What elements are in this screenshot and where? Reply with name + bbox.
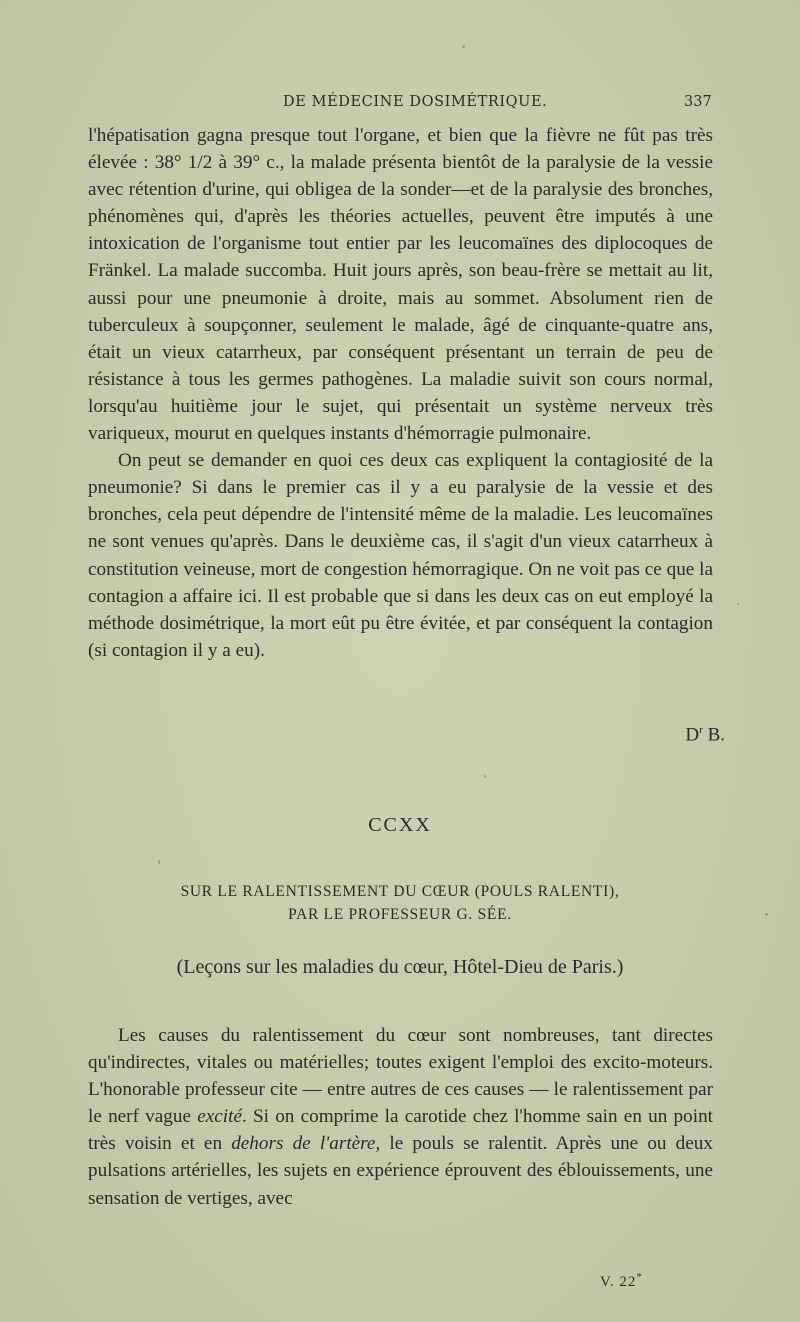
article-title: SUR LE RALENTISSEMENT DU CŒUR (POULS RALENTI), (180, 883, 620, 900)
paper-speck (737, 603, 739, 605)
running-head (0, 94, 800, 116)
signature-name: B. (702, 724, 725, 746)
paper-speck (484, 775, 486, 778)
italic-text: dehors de l'artère, (231, 1133, 381, 1155)
previous-article-text (88, 122, 713, 664)
sheet-star: * (636, 1271, 643, 1283)
signature-prefix: D (685, 724, 700, 746)
paper-speck (462, 45, 465, 48)
paper-speck (158, 860, 160, 864)
chapter-numeral: CCXX (368, 814, 432, 836)
text-run: . Si on comprime la carotide chez l'homme sain en un point très voisin et en (88, 1106, 713, 1155)
author-signature (685, 724, 725, 746)
sheet-signature-mark (600, 1271, 643, 1291)
italic-text: excité (197, 1106, 242, 1128)
paragraph: On peut se demander en quoi ces deux cas expliquent la contagiosité de la pneumonie? Si dans le premier cas il y a eu paralysie de la vessie et des bronches, cela peut dépendre de l'intensité même de la maladie. Les leucomaïnes ne sont venues qu'après. Dans le deuxième cas, il s'agit d'un vieux catarrheux à constitution veineuse, mort de congestion hémorragique. On ne voit pas ce que la contagion a affaire ici. Il est probable que si dans les deux cas on eut employé la méthode dosimétrique, la mort eût pu être évitée, et par conséquent la contagion (si contagion il y a eu). (88, 450, 713, 661)
page-number: 337 (684, 94, 712, 110)
article-body-text (88, 1022, 713, 1212)
paragraph (88, 1022, 713, 1212)
text-run: le pouls se ralentit. Après une ou deux pulsations artérielles, les sujets en expérience éprouvent des éblouissements, une sensation de vertiges, avec (88, 1133, 713, 1209)
paper-speck (765, 913, 768, 916)
article-author: PAR LE PROFESSEUR G. SÉE. (288, 906, 512, 923)
sheet-signature: V. 22 (600, 1274, 637, 1290)
signature-superscript: r (699, 724, 703, 736)
running-title: DE MÉDECINE DOSIMÉTRIQUE. (283, 94, 548, 110)
text-run: Les causes du ralentissement du cœur sont nombreuses, tant directes qu'indirectes, vitales ou matérielles; toutes exigent l'emploi des excito-moteurs. L'honorable professeur cite — entre autres de ces causes — le ralentissement par le nerf vague (88, 1025, 713, 1128)
paragraph: l'hépatisation gagna presque tout l'organe, et bien que la fièvre ne fût pas très élevée : 38° 1/2 à 39° c., la malade présenta bientôt de la paralysie de la vessie avec rétention d'urine, qui obligea de la sonder—et de la paralysie des bronches, phénomènes qui, d'après les théories actuelles, peuvent être imputés à une intoxication de l'organisme tout entier par les leucomaïnes des diplocoques de Fränkel. La malade succomba. Huit jours après, son beau-frère se mettait au lit, aussi pour une pneumonie à droite, mais au sommet. Absolument rien de tuberculeux à soupçonner, seulement le malade, âgé de cinquante-quatre ans, était un vieux catarrheux, par conséquent présentant un terrain de peu de résistance à tous les germes pathogènes. La maladie suivit son cours normal, lorsqu'au huitième jour le sujet, qui présentait un système nerveux très variqueux, mourut en quelques instants d'hémorragie pulmonaire. (88, 125, 713, 445)
article-source: (Leçons sur les maladies du cœur, Hôtel-Dieu de Paris.) (176, 956, 624, 978)
